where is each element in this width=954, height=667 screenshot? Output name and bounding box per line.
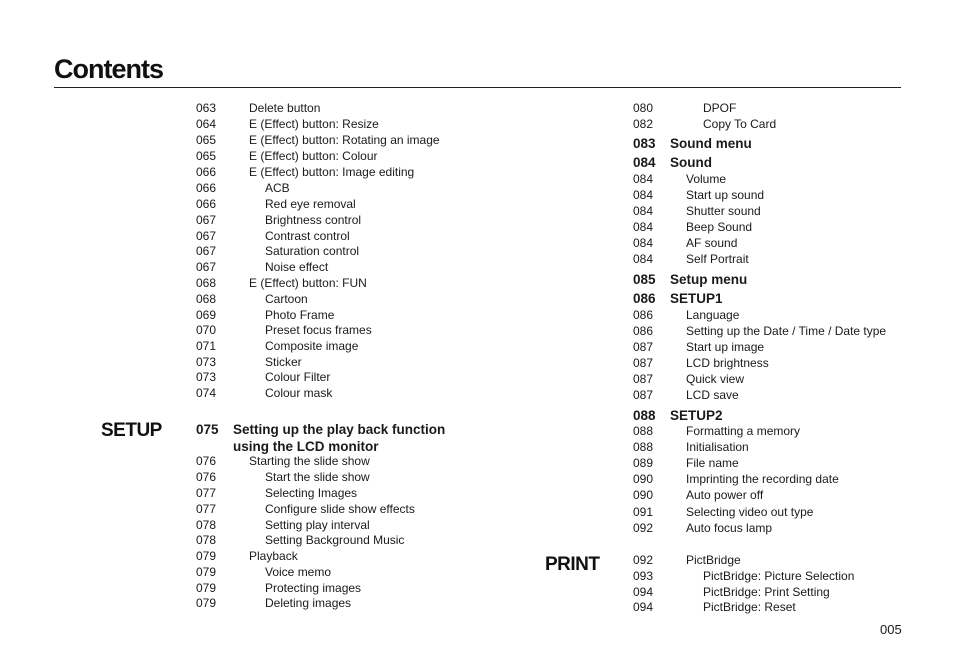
toc-page-number: 084 <box>633 155 656 170</box>
section-heading-print: PRINT <box>545 554 600 575</box>
toc-page-number: 064 <box>196 117 217 131</box>
toc-page-number: 090 <box>633 488 654 502</box>
toc-entry-title: E (Effect) button: Image editing <box>249 165 415 179</box>
toc-entry-title: Protecting images <box>265 581 362 595</box>
section-heading-setup: SETUP <box>101 420 162 441</box>
toc-page-number: 088 <box>633 408 656 423</box>
toc-page-number: 087 <box>633 388 654 402</box>
toc-entry-title: Self Portrait <box>686 252 749 266</box>
toc-entry-title: Start the slide show <box>265 470 370 484</box>
toc-page-number: 077 <box>196 502 217 516</box>
toc-entry-title: Voice memo <box>265 565 332 579</box>
toc-page-number: 084 <box>633 172 654 186</box>
toc-entry-title: ACB <box>265 181 290 195</box>
toc-entry-title: Brightness control <box>265 213 362 227</box>
toc-page-number: 067 <box>196 244 217 258</box>
toc-page-number: 083 <box>633 136 656 151</box>
toc-entry-title: Sound menu <box>670 136 752 151</box>
toc-entry-title: Deleting images <box>265 596 352 610</box>
toc-entry-title: Shutter sound <box>686 204 761 218</box>
title-divider <box>54 87 901 88</box>
toc-page-number: 084 <box>633 204 654 218</box>
toc-page-number: 092 <box>633 521 654 535</box>
toc-page-number: 076 <box>196 454 217 468</box>
toc-page-number: 087 <box>633 340 654 354</box>
toc-entry-title: E (Effect) button: FUN <box>249 276 367 290</box>
toc-page-number: 079 <box>196 581 217 595</box>
toc-entry-title: Configure slide show effects <box>265 502 415 516</box>
toc-entry-title: LCD brightness <box>686 356 769 370</box>
toc-page-number: 066 <box>196 181 217 195</box>
page-number: 005 <box>880 622 902 637</box>
toc-entry-title: Setting Background Music <box>265 533 405 547</box>
toc-page-number: 073 <box>196 370 217 384</box>
toc-page-number: 069 <box>196 308 217 322</box>
toc-entry-title: Language <box>686 308 740 322</box>
toc-page-number: 068 <box>196 292 217 306</box>
toc-page-number: 086 <box>633 324 654 338</box>
toc-page-number: 075 <box>196 422 219 437</box>
toc-entry-title: Selecting video out type <box>686 505 814 519</box>
toc-entry-title: Initialisation <box>686 440 749 454</box>
toc-entry-title: Formatting a memory <box>686 424 801 438</box>
toc-entry-title: Start up sound <box>686 188 765 202</box>
toc-entry-title: Cartoon <box>265 292 308 306</box>
toc-entry-title: Contrast control <box>265 229 350 243</box>
page-title: Contents <box>54 54 163 84</box>
toc-page-number: 094 <box>633 585 654 599</box>
toc-page-number: 074 <box>196 386 217 400</box>
toc-page-number: 065 <box>196 149 217 163</box>
toc-entry-title: Volume <box>686 172 727 186</box>
toc-page-number: 086 <box>633 308 654 322</box>
toc-entry-title: Quick view <box>686 372 745 386</box>
toc-entry-title: PictBridge: Picture Selection <box>703 569 855 583</box>
toc-page-number: 079 <box>196 549 217 563</box>
toc-entry-title: Beep Sound <box>686 220 753 234</box>
toc-entry-title: PictBridge: Reset <box>703 600 796 614</box>
toc-page-number: 079 <box>196 596 217 610</box>
toc-entry-title: Imprinting the recording date <box>686 472 839 486</box>
toc-page-number: 089 <box>633 456 654 470</box>
toc-page-number: 086 <box>633 291 656 306</box>
toc-entry-title: Photo Frame <box>265 308 335 322</box>
toc-entry-title: Setting up the Date / Time / Date type <box>686 324 887 338</box>
toc-entry-title: Composite image <box>265 339 359 353</box>
toc-entry-title: PictBridge <box>686 553 741 567</box>
toc-page-number: 082 <box>633 117 654 131</box>
toc-page-number: 071 <box>196 339 217 353</box>
toc-entry-title: Setting play interval <box>265 518 370 532</box>
toc-entry-title: PictBridge: Print Setting <box>703 585 830 599</box>
toc-page-number: 085 <box>633 272 656 287</box>
toc-page-number: 092 <box>633 553 654 567</box>
toc-entry-title: DPOF <box>703 101 737 115</box>
toc-page-number: 068 <box>196 276 217 290</box>
toc-page-number: 093 <box>633 569 654 583</box>
toc-page-number: 066 <box>196 165 217 179</box>
toc-entry-title: Saturation control <box>265 244 360 258</box>
toc-page-number: 080 <box>633 101 654 115</box>
toc-entry-title: E (Effect) button: Resize <box>249 117 379 131</box>
toc-entry-title: Noise effect <box>265 260 329 274</box>
toc-entry-title: E (Effect) button: Colour <box>249 149 378 163</box>
toc-page-number: 067 <box>196 260 217 274</box>
toc-page-number: 073 <box>196 355 217 369</box>
toc-entry-title: Colour mask <box>265 386 333 400</box>
toc-page-number: 088 <box>633 424 654 438</box>
toc-page-number: 079 <box>196 565 217 579</box>
toc-entry-title: using the LCD monitor <box>233 439 379 454</box>
toc-page-number: 067 <box>196 229 217 243</box>
toc-entry-title: File name <box>686 456 739 470</box>
toc-entry-title: Auto focus lamp <box>686 521 773 535</box>
toc-page-number: 067 <box>196 213 217 227</box>
toc-entry-title: Auto power off <box>686 488 764 502</box>
toc-page-number: 066 <box>196 197 217 211</box>
toc-entry-title: E (Effect) button: Rotating an image <box>249 133 440 147</box>
toc-entry-title: Setup menu <box>670 272 748 287</box>
toc-page-number: 077 <box>196 486 217 500</box>
toc-entry-title: Sound <box>670 155 712 170</box>
toc-entry-title: Playback <box>249 549 298 563</box>
toc-page-number: 070 <box>196 323 217 337</box>
toc-page-number: 091 <box>633 505 654 519</box>
toc-entry-title: SETUP1 <box>670 291 723 306</box>
toc-page-number: 076 <box>196 470 217 484</box>
toc-entry-title: AF sound <box>686 236 738 250</box>
toc-entry-title: Starting the slide show <box>249 454 370 468</box>
toc-page-number: 084 <box>633 220 654 234</box>
toc-page-number: 087 <box>633 356 654 370</box>
toc-page-number: 084 <box>633 188 654 202</box>
toc-page-number: 094 <box>633 600 654 614</box>
toc-entry-title: Copy To Card <box>703 117 777 131</box>
toc-entry-title: Selecting Images <box>265 486 358 500</box>
toc-page-number: 088 <box>633 440 654 454</box>
toc-entry-title: Start up image <box>686 340 765 354</box>
toc-page-number: 084 <box>633 236 654 250</box>
toc-page-number: 078 <box>196 533 217 547</box>
toc-entry-title: Delete button <box>249 101 321 115</box>
toc-entry-title: Setting up the play back function <box>233 422 446 437</box>
toc-entry-title: Preset focus frames <box>265 323 372 337</box>
toc-entry-title: SETUP2 <box>670 408 723 423</box>
toc-entry-title: LCD save <box>686 388 739 402</box>
toc-entry-title: Sticker <box>265 355 302 369</box>
toc-page-number: 087 <box>633 372 654 386</box>
toc-page-number: 063 <box>196 101 217 115</box>
toc-entry-title: Red eye removal <box>265 197 356 211</box>
toc-entry-title: Colour Filter <box>265 370 331 384</box>
toc-page-number: 078 <box>196 518 217 532</box>
toc-page-number: 084 <box>633 252 654 266</box>
toc-page-number: 065 <box>196 133 217 147</box>
toc-page-number: 090 <box>633 472 654 486</box>
